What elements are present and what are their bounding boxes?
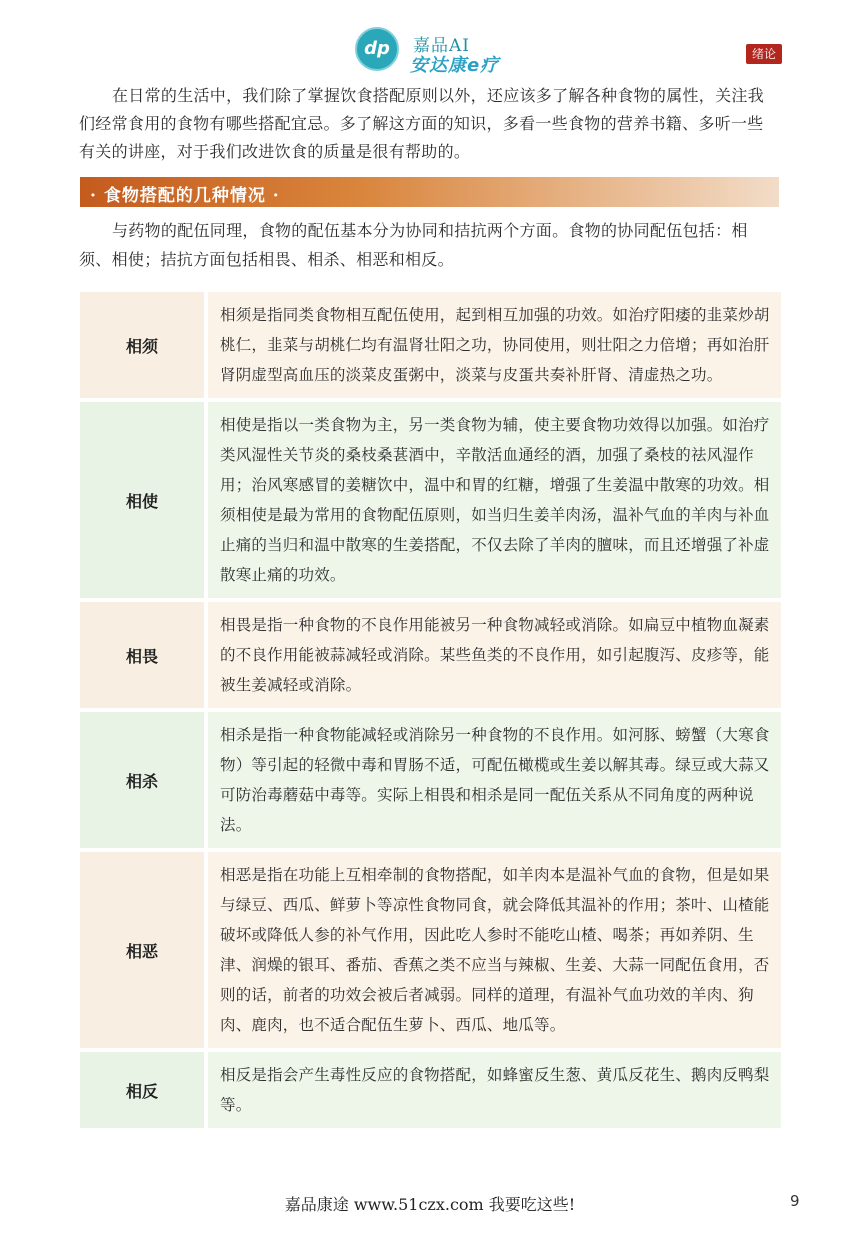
term-cell: 相使 [80, 402, 204, 598]
description-cell: 相反是指会产生毒性反应的食物搭配，如蜂蜜反生葱、黄瓜反花生、鹅肉反鸭梨等。 [208, 1052, 781, 1128]
table-row [80, 292, 781, 398]
table-row [80, 602, 781, 708]
footer-text[interactable]: 嘉品康途 www.51czx.com 我要吃这些! [284, 1195, 576, 1214]
overview-paragraph: 与药物的配伍同理，食物的配伍基本分为协同和拮抗两个方面。食物的协同配伍包括：相须、相使；拮抗方面包括相畏、相杀、相恶和相反。 [79, 221, 748, 269]
section-heading-bar [80, 177, 779, 207]
table-row [80, 402, 781, 598]
section-heading: · 食物搭配的几种情况 · [90, 186, 280, 206]
logo-subtitle-text: 安达康e疗 [410, 55, 500, 76]
brand-logo [355, 27, 515, 75]
table-row [80, 852, 781, 1048]
description-cell: 相须是指同类食物相互配伍使用，起到相互加强的功效。如治疗阳痿的韭菜炒胡桃仁，韭菜与胡桃仁均有温肾壮阳之功，协同使用，则壮阳之力倍增；再如治肝肾阴虚型高血压的淡菜皮蛋粥中，淡菜与皮蛋共奏补肝肾、清虚热之功。 [208, 292, 781, 398]
table-row [80, 712, 781, 848]
section-tag: 绪论 [746, 44, 782, 64]
term-cell: 相须 [80, 292, 204, 398]
description-cell: 相杀是指一种食物能减轻或消除另一种食物的不良作用。如河豚、螃蟹（大寒食物）等引起的轻微中毒和胃肠不适，可配伍橄榄或生姜以解其毒。绿豆或大蒜又可防治毒蘑菇中毒等。实际上相畏和相杀是同一配伍关系从不同角度的两种说法。 [208, 712, 781, 848]
description-cell: 相畏是指一种食物的不良作用能被另一种食物减轻或消除。如扁豆中植物血凝素的不良作用能被蒜减轻或消除。某些鱼类的不良作用，如引起腹泻、皮疹等，能被生姜减轻或消除。 [208, 602, 781, 708]
svg-text:dp: dp [364, 38, 390, 59]
table-row [80, 1052, 781, 1128]
term-cell: 相畏 [80, 602, 204, 708]
description-cell: 相使是指以一类食物为主，另一类食物为辅，使主要食物功效得以加强。如治疗类风湿性关节炎的桑枝桑葚酒中，辛散活血通经的酒，加强了桑枝的祛风湿作用；治风寒感冒的姜糖饮中，温中和胃的红糖，增强了生姜温中散寒的功效。相须相使是最为常用的食物配伍原则，如当归生姜羊肉汤，温补气血的羊肉与补血止痛的当归和温中散寒的生姜搭配，不仅去除了羊肉的膻味，而且还增强了补虚散寒止痛的功效。 [208, 402, 781, 598]
page-number: 9 [790, 1192, 800, 1210]
logo-brand-text: 嘉品AI [413, 36, 470, 56]
term-cell: 相反 [80, 1052, 204, 1128]
description-cell: 相恶是指在功能上互相牵制的食物搭配，如羊肉本是温补气血的食物，但是如果与绿豆、西瓜、鲜萝卜等凉性食物同食，就会降低其温补的作用；茶叶、山楂能破坏或降低人参的补气作用，因此吃人参时不能吃山楂、喝茶；再如养阴、生津、润燥的银耳、番茄、香蕉之类不应当与辣椒、生姜、大蒜一同配伍食用，否则的话，前者的功效会被后者减弱。同样的道理，有温补气血功效的羊肉、狗肉、鹿肉，也不适合配伍生萝卜、西瓜、地瓜等。 [208, 852, 781, 1048]
pairing-table [80, 292, 781, 1132]
logo-emblem-icon [355, 27, 399, 71]
intro-paragraph: 在日常的生活中，我们除了掌握饮食搭配原则以外，还应该多了解各种食物的属性，关注我们经常食用的食物有哪些搭配宜忌。多了解这方面的知识，多看一些食物的营养书籍、多听一些有关的讲座，对于我们改进饮食的质量是很有帮助的。 [79, 86, 765, 161]
term-cell: 相恶 [80, 852, 204, 1048]
term-cell: 相杀 [80, 712, 204, 848]
